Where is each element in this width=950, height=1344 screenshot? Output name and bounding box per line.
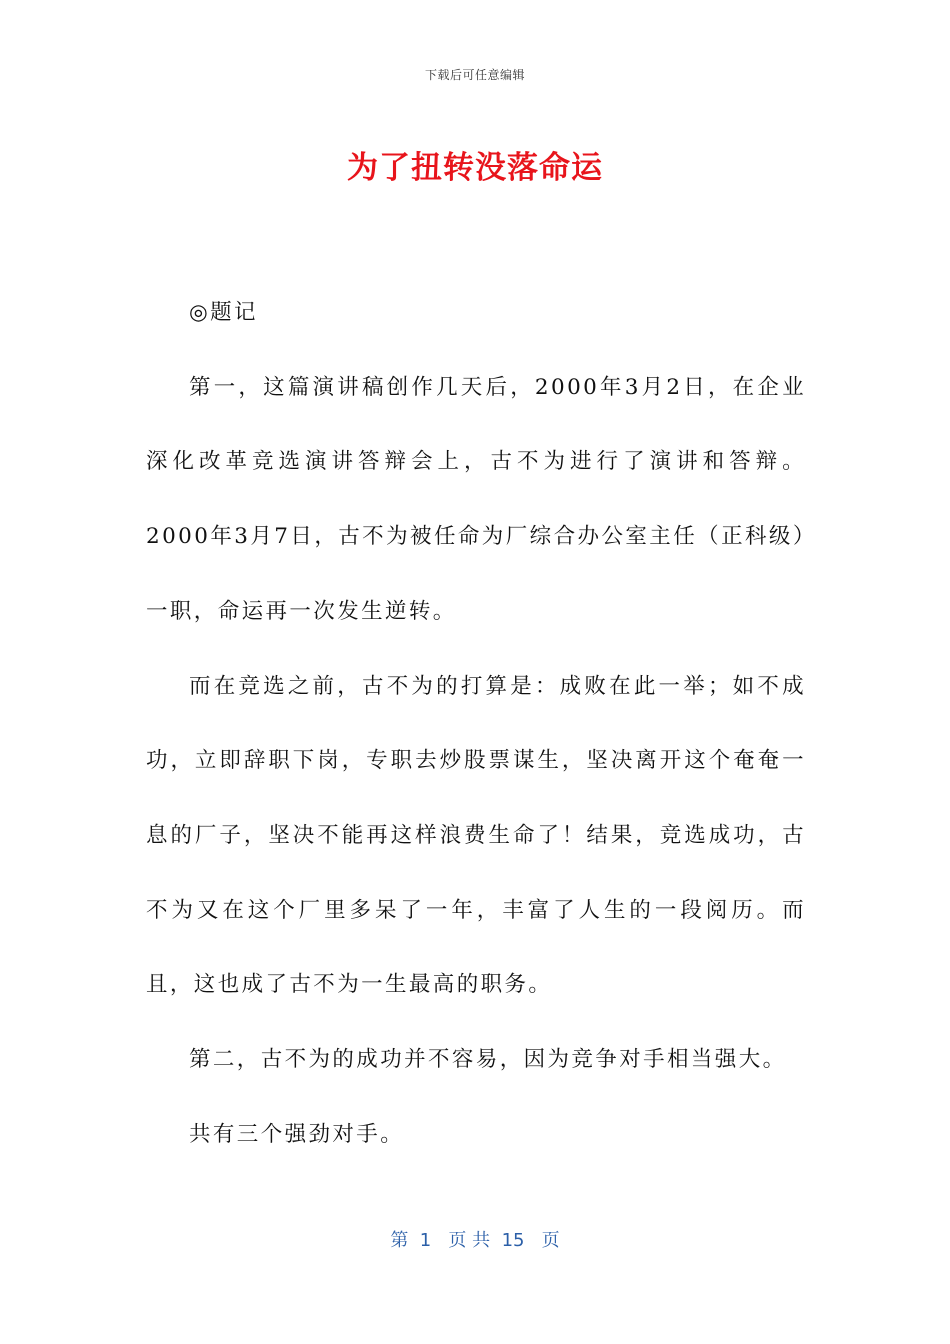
paragraph: 第一，这篇演讲稿创作几天后，2000年3月2日，在企业深化改革竞选演讲答辩会上，古不为进行了演讲和答辩。2000年3月7日，古不为被任命为厂综合办公室主任（正科级）一职，命运再一次发生逆转。: [146, 374, 806, 624]
paragraph: 第二，古不为的成功并不容易，因为竞争对手相当强大。: [189, 1047, 787, 1073]
document-title: 为了扭转没落命运: [347, 150, 603, 186]
document-body: [146, 276, 806, 1172]
page-header-note: 下载后可任意编辑: [424, 68, 525, 82]
paragraph: 共有三个强劲对手。: [189, 1121, 405, 1147]
paragraph: 而在竞选之前，古不为的打算是：成败在此一举；如不成功，立即辞职下岗，专职去炒股票谋生，坚决离开这个奄奄一息的厂子，坚决不能再这样浪费生命了！结果，竞选成功，古不为又在这个厂里多呆了一年，丰富了人生的一段阅历。而且，这也成了古不为一生最高的职务。: [146, 673, 806, 998]
page-number-footer: 第 1 页 共 15 页: [390, 1230, 560, 1251]
paragraph-epigraph: ◎题记: [189, 300, 258, 325]
